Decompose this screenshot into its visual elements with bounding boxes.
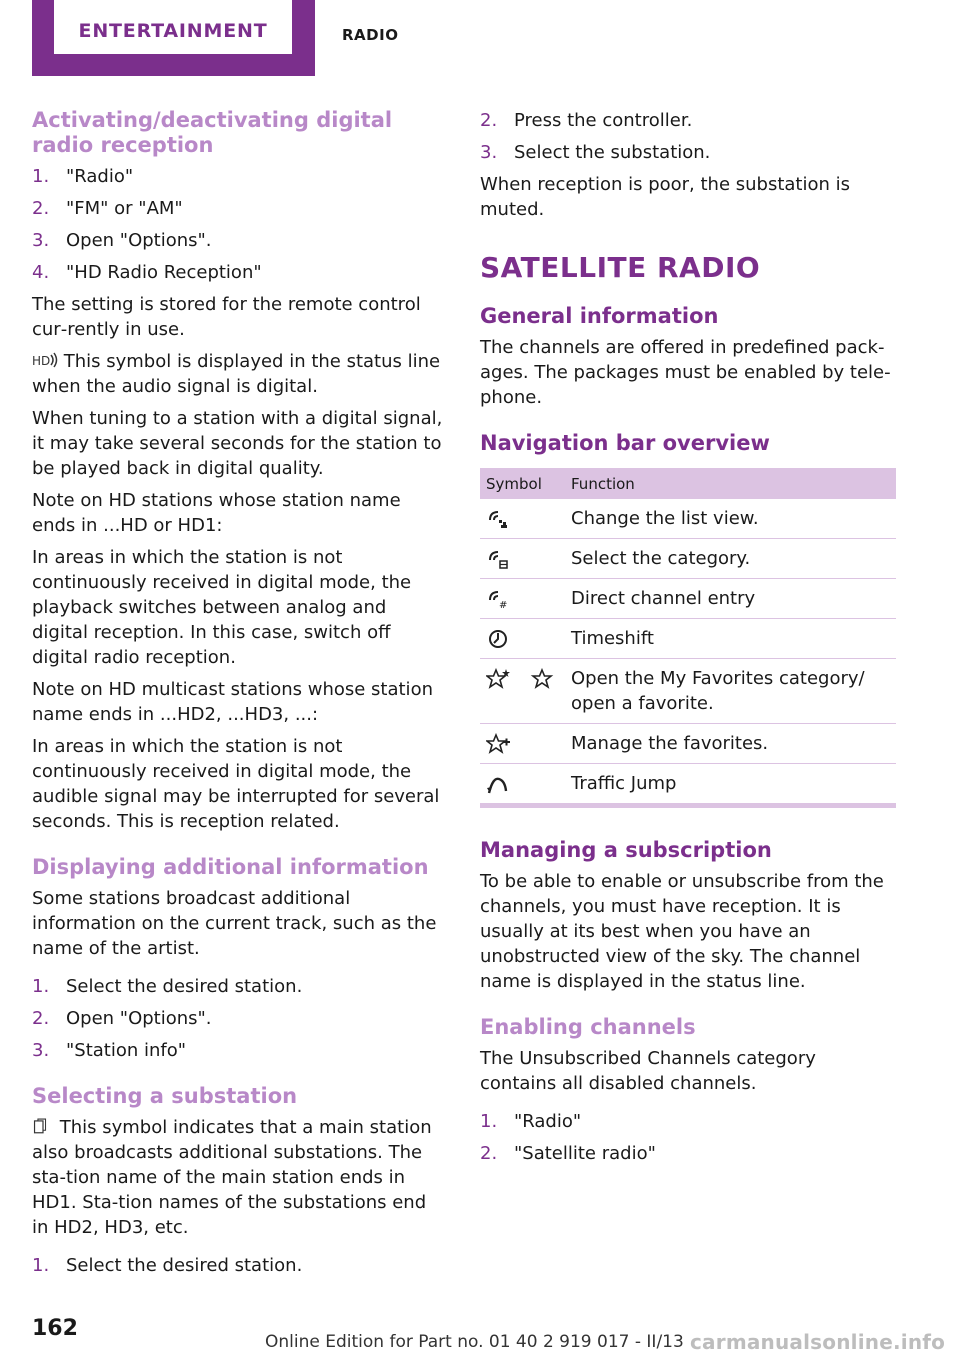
- table-row: [480, 619, 896, 659]
- step-text: "Radio": [66, 166, 134, 187]
- traffic-jump-icon: [486, 773, 510, 795]
- paragraph-enabling: The Unsubscribed Channels category contains all disabled channels.: [480, 1048, 816, 1094]
- list-item: [32, 260, 446, 285]
- favorites-star-filled-icon: [486, 668, 510, 690]
- list-item: [480, 140, 896, 165]
- column-header-symbol: Symbol: [480, 468, 565, 499]
- paragraph-note-multicast: Note on HD multicast stations whose station name ends in ...HD2, ...HD3, ...:: [32, 679, 433, 725]
- paragraph-poor-reception: When reception is poor, the substation is muted.: [480, 174, 851, 220]
- function-text: Open the My Favorites category/ open a favorite.: [565, 659, 896, 724]
- list-item: [32, 1006, 446, 1031]
- step-number: 3.: [32, 230, 50, 251]
- heading-displaying-info: Displaying additional information: [32, 855, 429, 879]
- table-row: [480, 579, 896, 619]
- section-title: RADIO: [342, 26, 399, 44]
- step-text: "Radio": [514, 1111, 582, 1132]
- step-number: 4.: [32, 262, 50, 283]
- table-row: [480, 724, 896, 764]
- step-text: Select the desired station.: [66, 976, 303, 997]
- step-text: "FM" or "AM": [66, 198, 183, 219]
- list-item: [32, 196, 446, 221]
- paragraph-display: Some stations broadcast additional information on the current track, such as the name of the artist.: [32, 888, 437, 959]
- navigation-bar-table: [480, 468, 896, 808]
- function-text: Direct channel entry: [565, 579, 896, 619]
- function-text: Select the category.: [565, 539, 896, 579]
- step-text: Open "Options".: [66, 230, 212, 251]
- display-steps-list: [32, 974, 446, 1063]
- heading-managing-subscription: Managing a subscription: [480, 838, 772, 862]
- paragraph-substation-text: This symbol indicates that a main station also broadcasts additional substations. The sta‐tion name of the main station ends in HD1. Sta‐tion names of the substations end in HD2, HD3, etc.: [32, 1117, 432, 1238]
- spacer: [480, 1001, 896, 1015]
- function-text: Manage the favorites.: [565, 724, 896, 764]
- list-item: [480, 1109, 896, 1134]
- spacer: [480, 417, 896, 431]
- spacer: [32, 1070, 446, 1084]
- paragraph-subscription: To be able to enable or unsubscribe from the channels, you must have reception. It is usually at its best when you have an unobstructed view of the sky. The channel name is displayed in the status line.: [480, 871, 884, 992]
- heading-satellite-radio: SATELLITE RADIO: [480, 251, 761, 284]
- right-column: [480, 108, 896, 1173]
- function-text: Timeshift: [565, 619, 896, 659]
- hd-digital-icon: [32, 351, 58, 369]
- watermark: carmanualsonline.info: [690, 1330, 946, 1354]
- step-text: Open "Options".: [66, 1008, 212, 1029]
- enable-steps-list: [480, 1109, 896, 1166]
- list-item: [480, 1141, 896, 1166]
- paragraph-note-hd: Note on HD stations whose station name ends in ...HD or HD1:: [32, 490, 401, 536]
- step-number: 2.: [480, 1143, 498, 1164]
- step-number: 2.: [480, 110, 498, 131]
- list-item: [32, 1038, 446, 1063]
- manage-favorites-icon: [486, 733, 510, 755]
- step-text: Select the desired station.: [66, 1255, 303, 1276]
- svg-text:#: #: [499, 600, 508, 610]
- edition-footer: Online Edition for Part no. 01 40 2 919 017 - II/13: [265, 1332, 684, 1352]
- heading-enabling-channels: Enabling channels: [480, 1015, 696, 1039]
- paragraph-areas-interrupted: In areas in which the station is not continuously received in digital mode, the audible signal may be interrupted for several seconds. This is reception related.: [32, 736, 440, 832]
- list-view-icon: [486, 508, 510, 530]
- substation-icon: [32, 1117, 54, 1135]
- list-item: [32, 1253, 446, 1278]
- page-number: 162: [32, 1316, 78, 1341]
- left-column: [32, 108, 446, 1285]
- step-text: "Satellite radio": [514, 1143, 656, 1164]
- table-header-row: [480, 468, 896, 499]
- paragraph-symbol: [32, 349, 446, 399]
- step-text: Press the controller.: [514, 110, 693, 131]
- activate-steps-list: [32, 164, 446, 285]
- favorites-star-icon: [530, 668, 554, 690]
- list-item: [480, 108, 896, 133]
- category-icon: [486, 548, 510, 570]
- direct-channel-icon: [486, 588, 510, 610]
- step-number: 3.: [480, 142, 498, 163]
- list-item: [32, 974, 446, 999]
- heading-selecting-substation: Selecting a substation: [32, 1084, 298, 1108]
- step-number: 3.: [32, 1040, 50, 1061]
- heading-general-information: General information: [480, 304, 719, 328]
- step-text: "HD Radio Reception": [66, 262, 262, 283]
- heading-activating-digital-radio: Activating/deactivating digital radio reception: [32, 108, 393, 157]
- svg-text:HD: HD: [32, 354, 51, 368]
- timeshift-icon: [486, 628, 510, 650]
- chapter-title: ENTERTAINMENT: [78, 20, 268, 42]
- function-text: Change the list view.: [565, 499, 896, 539]
- spacer: [32, 841, 446, 855]
- step-number: 1.: [32, 1255, 50, 1276]
- list-item: [32, 228, 446, 253]
- table-row: [480, 499, 896, 539]
- paragraph-setting: The setting is stored for the remote control cur‐rently in use.: [32, 294, 421, 340]
- substation-steps-continued: [480, 108, 896, 165]
- function-text: Traffic Jump: [565, 764, 896, 806]
- paragraph-symbol-text: This symbol is displayed in the status line when the audio signal is digital.: [32, 351, 441, 397]
- list-item: [32, 164, 446, 189]
- paragraph-tuning: When tuning to a station with a digital signal, it may take several seconds for the station to be played back in digital quality.: [32, 408, 443, 479]
- step-number: 2.: [32, 198, 50, 219]
- table-row: [480, 659, 896, 724]
- heading-navigation-bar: Navigation bar overview: [480, 431, 770, 455]
- substation-steps-list: [32, 1253, 446, 1278]
- step-text: Select the substation.: [514, 142, 711, 163]
- step-number: 1.: [32, 976, 50, 997]
- paragraph-general: The channels are offered in predefined pack‐ages. The packages must be enabled by tele‐phone.: [480, 337, 891, 408]
- step-number: 1.: [480, 1111, 498, 1132]
- paragraph-substation: [32, 1115, 446, 1240]
- step-text: "Station info": [66, 1040, 187, 1061]
- table-row: [480, 539, 896, 579]
- paragraph-areas-analog: In areas in which the station is not continuously received in digital mode, the playback switches between analog and digital reception. In this case, switch off digital radio reception.: [32, 547, 412, 668]
- step-number: 2.: [32, 1008, 50, 1029]
- column-header-function: Function: [565, 468, 896, 499]
- table-row: [480, 764, 896, 806]
- step-number: 1.: [32, 166, 50, 187]
